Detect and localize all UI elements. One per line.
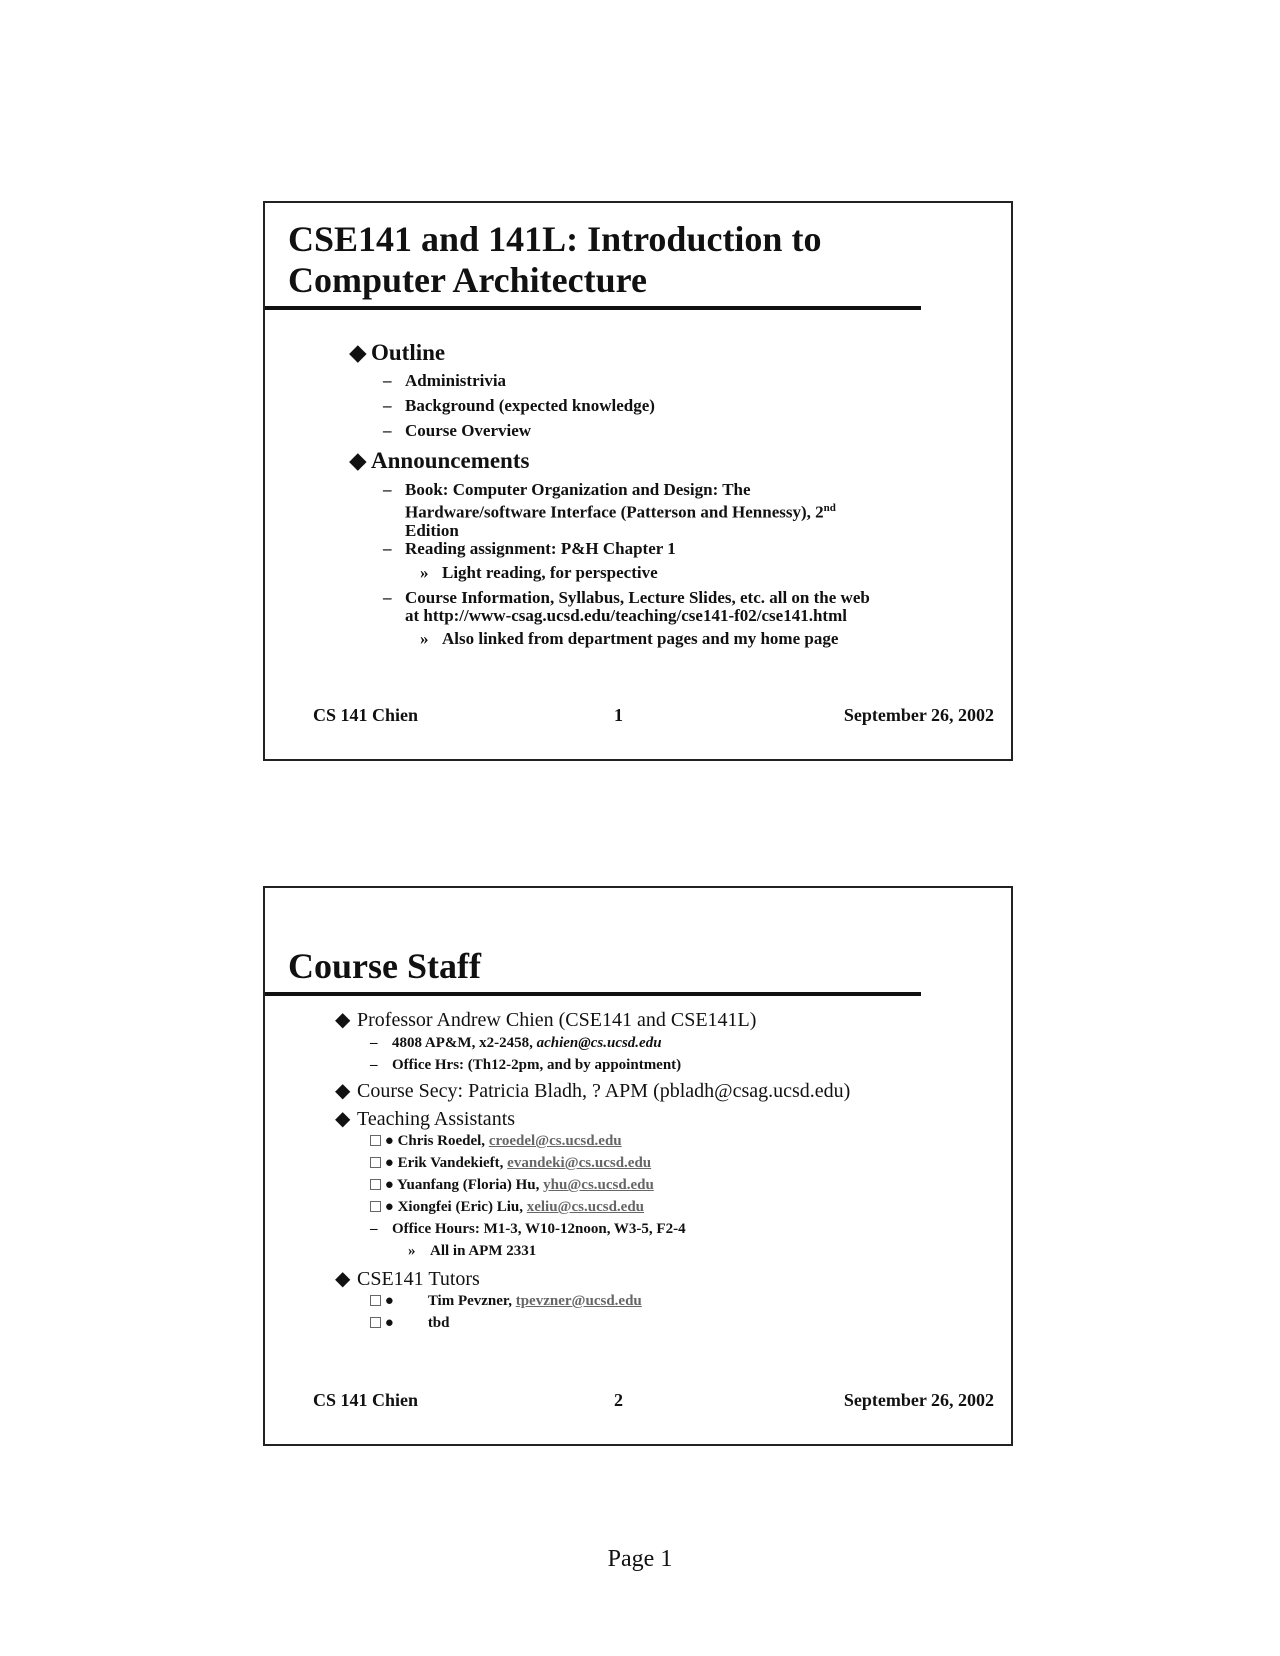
professor-email: achien@cs.ucsd.edu — [536, 1035, 662, 1051]
announcements-heading-text: Announcements — [371, 448, 530, 473]
list-item — [383, 372, 506, 390]
professor-heading-text: Professor Andrew Chien (CSE141 and CSE141L) — [357, 1009, 757, 1031]
tutor-email-link[interactable]: tpevzner@ucsd.edu — [515, 1293, 642, 1309]
title-line-1: CSE141 and 141L: Introduction to — [288, 219, 822, 259]
footer-left: CS 141 Chien — [313, 705, 419, 725]
dash-bullet-icon: – — [370, 1057, 378, 1073]
slide-2 — [263, 886, 1013, 1446]
dot-bullet-icon: ● — [384, 1155, 394, 1171]
course-info-sub-text: Also linked from department pages and my home page — [442, 629, 839, 648]
page-label: Page 1 — [607, 1546, 673, 1572]
tutors-heading-text: CSE141 Tutors — [357, 1268, 480, 1290]
ta-name: Xiongfei (Eric) Liu, — [397, 1199, 527, 1215]
diamond-bullet-icon: ◆ — [335, 1108, 351, 1130]
raquo-bullet-icon: » — [420, 563, 429, 582]
outline-item-text: Administrivia — [405, 371, 507, 390]
dash-bullet-icon: – — [383, 371, 392, 390]
book-line-2: Hardware/software Interface (Patterson and Hennessy), 2 — [405, 502, 824, 522]
tutor-name: tbd — [427, 1315, 450, 1331]
checkbox-icon — [370, 1179, 381, 1190]
slide-title: Course Staff — [288, 946, 481, 986]
dot-bullet-icon: ● — [384, 1293, 394, 1309]
checkbox-icon — [370, 1157, 381, 1168]
ta-name: Chris Roedel, — [397, 1133, 489, 1149]
dash-bullet-icon: – — [383, 480, 392, 499]
title-line-2: Computer Architecture — [288, 260, 647, 300]
list-item-book — [383, 481, 836, 540]
checkbox-icon — [370, 1295, 381, 1306]
diamond-bullet-icon: ◆ — [335, 1080, 351, 1102]
book-line-1: Book: Computer Organization and Design: The — [405, 480, 751, 499]
dot-bullet-icon: ● — [384, 1177, 394, 1193]
footer-left: CS 141 Chien — [313, 1390, 419, 1410]
book-line-3: Edition — [405, 520, 459, 540]
raquo-bullet-icon: » — [408, 1243, 416, 1259]
ta-list-item — [370, 1177, 654, 1194]
dash-bullet-icon: – — [370, 1035, 378, 1051]
sub-list-item — [420, 630, 838, 648]
professor-office-text: 4808 AP&M, x2-2458, — [392, 1035, 537, 1051]
dot-bullet-icon: ● — [384, 1199, 394, 1215]
tutor-name: Tim Pevzner, — [427, 1293, 516, 1309]
title-rule — [265, 992, 921, 996]
checkbox-icon — [370, 1317, 381, 1328]
dash-bullet-icon: – — [383, 396, 392, 415]
title-rule — [265, 306, 921, 310]
checkbox-icon — [370, 1135, 381, 1146]
ta-office-location-text: All in APM 2331 — [430, 1243, 537, 1259]
professor-hours-text: Office Hrs: (Th12-2pm, and by appointment) — [392, 1057, 682, 1073]
diamond-bullet-icon: ◆ — [335, 1009, 351, 1031]
list-item — [370, 1035, 662, 1052]
footer-page-number: 2 — [614, 1390, 623, 1410]
tutor-list-item — [370, 1315, 450, 1332]
sub-list-item — [420, 564, 658, 582]
checkbox-icon — [370, 1201, 381, 1212]
secretary-item — [335, 1078, 850, 1103]
ta-list-item — [370, 1155, 651, 1172]
tutors-heading — [335, 1266, 480, 1291]
slide-1 — [263, 201, 1013, 761]
list-item — [383, 397, 655, 415]
dash-bullet-icon: – — [370, 1221, 378, 1237]
footer-date: September 26, 2002 — [843, 1390, 994, 1410]
raquo-bullet-icon: » — [420, 629, 429, 648]
course-info-line-1: Course Information, Syllabus, Lecture Slides, etc. all on the web — [405, 588, 870, 607]
list-item — [370, 1057, 681, 1074]
dot-bullet-icon: ● — [384, 1133, 394, 1149]
outline-item-text: Background (expected knowledge) — [405, 396, 655, 415]
dash-bullet-icon: – — [383, 588, 392, 607]
ta-email-link[interactable]: croedel@cs.ucsd.edu — [488, 1133, 622, 1149]
reading-sub-text: Light reading, for perspective — [442, 563, 658, 582]
outline-heading-text: Outline — [371, 340, 446, 365]
dot-bullet-icon: ● — [384, 1315, 394, 1331]
footer-page-number: 1 — [614, 705, 623, 725]
outline-heading — [349, 339, 445, 366]
footer-date: September 26, 2002 — [843, 705, 994, 725]
ta-list-item — [370, 1199, 644, 1216]
ta-email-link[interactable]: yhu@cs.ucsd.edu — [543, 1177, 654, 1193]
course-info-line-2: at http://www-csag.ucsd.edu/teaching/cse141-f02/cse141.html — [405, 606, 847, 625]
diamond-bullet-icon: ◆ — [335, 1268, 351, 1290]
ta-heading — [335, 1106, 515, 1131]
diamond-bullet-icon: ◆ — [349, 340, 367, 365]
list-item — [383, 422, 531, 440]
slide-title — [288, 219, 821, 301]
book-superscript: nd — [823, 502, 836, 514]
announcements-heading — [349, 447, 529, 474]
tutor-list-item — [370, 1293, 642, 1310]
list-item — [370, 1221, 686, 1238]
dash-bullet-icon: – — [383, 421, 392, 440]
list-item-course-info — [383, 589, 870, 625]
ta-heading-text: Teaching Assistants — [357, 1108, 516, 1130]
ta-office-hours-text: Office Hours: M1-3, W10-12noon, W3-5, F2-4 — [392, 1221, 686, 1237]
professor-heading — [335, 1007, 756, 1032]
ta-list-item — [370, 1133, 622, 1150]
ta-name: Erik Vandekieft, — [397, 1155, 508, 1171]
reading-text: Reading assignment: P&H Chapter 1 — [405, 539, 676, 558]
dash-bullet-icon: – — [383, 539, 392, 558]
diamond-bullet-icon: ◆ — [349, 448, 367, 473]
secretary-text: Course Secy: Patricia Bladh, ? APM (pbladh@csag.ucsd.edu) — [357, 1080, 851, 1102]
ta-email-link[interactable]: evandeki@cs.ucsd.edu — [507, 1155, 652, 1171]
list-item — [383, 540, 676, 558]
outline-item-text: Course Overview — [405, 421, 532, 440]
sub-list-item — [408, 1243, 536, 1260]
ta-email-link[interactable]: xeliu@cs.ucsd.edu — [526, 1199, 645, 1215]
ta-name: Yuanfang (Floria) Hu, — [397, 1177, 544, 1193]
